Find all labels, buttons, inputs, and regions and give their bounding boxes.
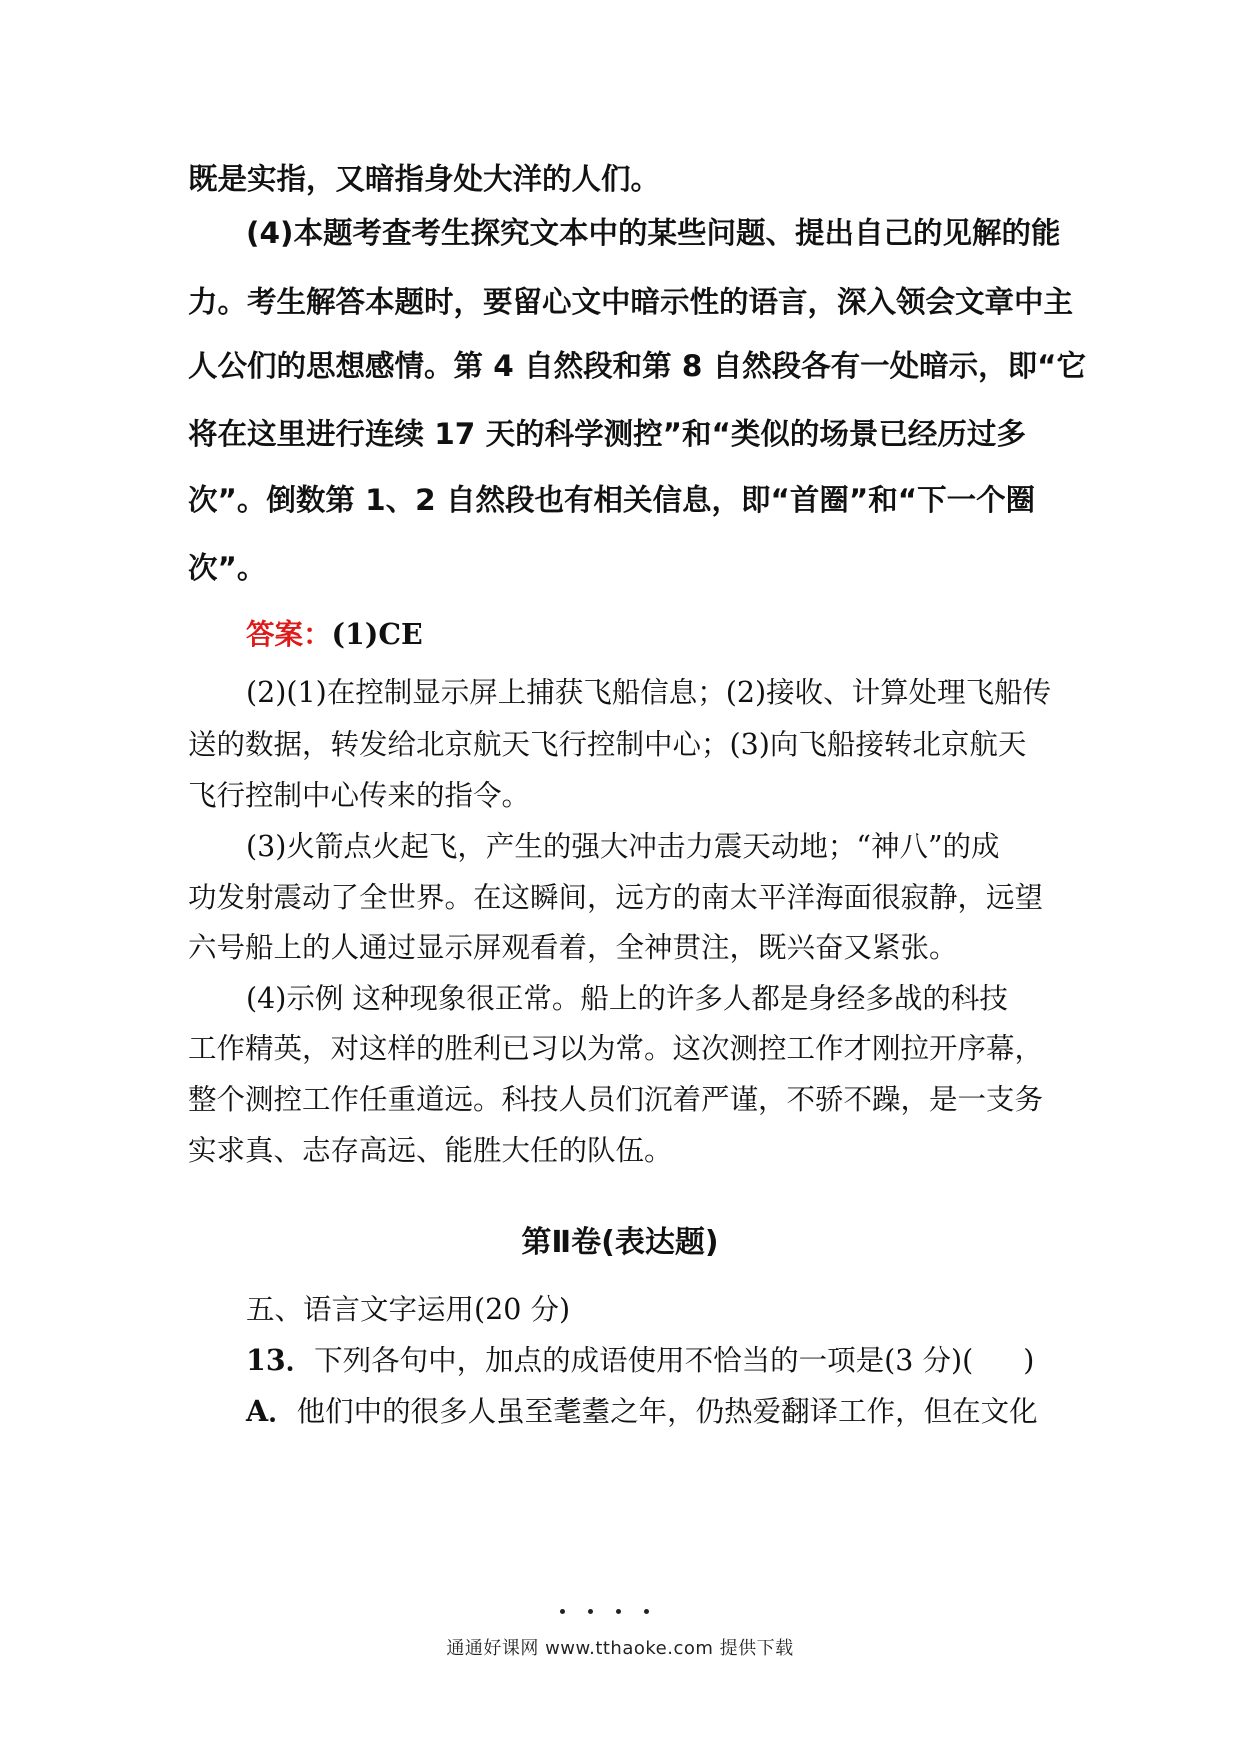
option-a [246,1389,1038,1430]
explanation-line: 既是实指，又暗指身处大洋的人们。 [188,162,661,196]
answer-label: 答案： [246,618,332,651]
answer-4-line: 实求真、志存高远、能胜大任的队伍。 [188,1134,673,1167]
question-text: 下列各句中，加点的成语使用不恰当的一项是(3 分)( [314,1344,974,1377]
answer-line-1 [246,612,423,653]
part-heading: 五、语言文字运用(20 分) [246,1293,571,1326]
explanation-p4-line: 人公们的思想感情。第 4 自然段和第 8 自然段各有一处暗示，即“它 [188,349,1087,383]
explanation-p4-line: 力。考生解答本题时，要留心文中暗示性的语言，深入领会文章中主 [188,285,1074,319]
question-close-paren: ) [1023,1344,1035,1377]
section-title: 第Ⅱ卷(表达题) [521,1225,719,1260]
explanation-p4-line: 次”。倒数第 1、2 自然段也有相关信息，即“首圈”和“下一个圈 [188,483,1036,517]
answer-3-line: (3)火箭点火起飞，产生的强大冲击力震天动地；“神八”的成 [246,830,1000,863]
answer-4-line: 工作精英，对这样的胜利已习以为常。这次测控工作才刚拉开序幕， [188,1032,1044,1065]
footer-credit: 通通好课网 www.tthaoke.com 提供下载 [446,1638,794,1659]
answer-4-line: (4)示例 这种现象很正常。船上的许多人都是身经多战的科技 [246,982,1008,1015]
question-number: 13． [246,1343,315,1377]
emphasis-dot [560,1609,565,1614]
answer-2-line: 飞行控制中心传来的指令。 [188,779,531,812]
emphasis-dots [556,1609,676,1617]
option-a-label: A． [246,1394,297,1428]
explanation-p4-line: 将在这里进行连续 17 天的科学测控”和“类似的场景已经历过多 [188,417,1026,451]
answer-4-line: 整个测控工作任重道远。科技人员们沉着严谨，不骄不躁，是一支务 [188,1083,1044,1116]
emphasis-dot [616,1609,621,1614]
answer-2-line: 送的数据，转发给北京航天飞行控制中心；(3)向飞船接转北京航天 [188,728,1027,761]
option-a-text: 他们中的很多人虽至耄耋之年，仍热爱翻译工作，但在文化 [296,1395,1038,1428]
answer-3-line: 功发射震动了全世界。在这瞬间，远方的南太平洋海面很寂静，远望 [188,881,1044,914]
answer-1: (1)CE [331,617,423,651]
emphasis-dot [644,1609,649,1614]
answer-2-line: (2)(1)在控制显示屏上捕获飞船信息；(2)接收、计算处理飞船传 [246,676,1052,709]
answer-3-line: 六号船上的人通过显示屏观看着，全神贯注，既兴奋又紧张。 [188,931,958,964]
emphasis-dot [588,1609,593,1614]
question-13 [246,1338,1034,1379]
explanation-p4-line: 次”。 [188,551,267,585]
explanation-p4-line: (4)本题考查考生探究文本中的某些问题、提出自己的见解的能 [246,216,1061,250]
